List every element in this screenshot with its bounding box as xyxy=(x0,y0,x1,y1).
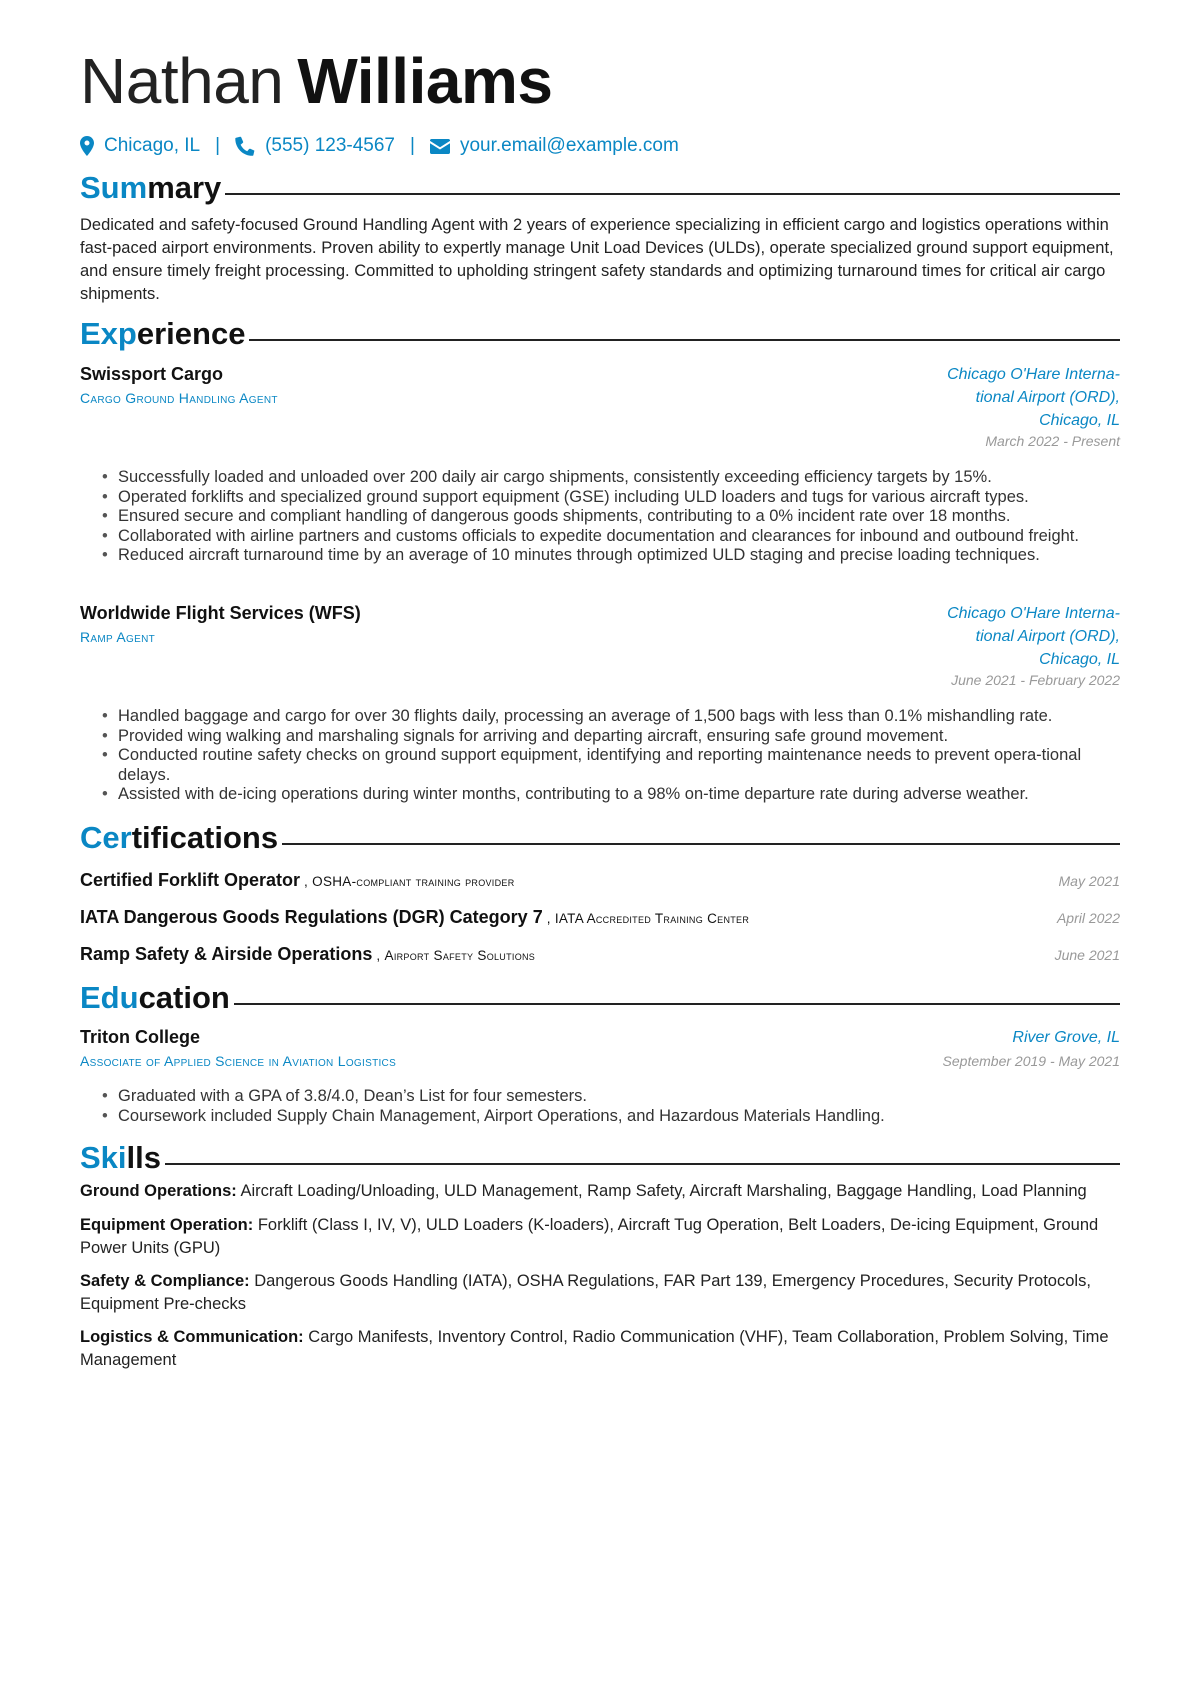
section-certifications-heading xyxy=(80,818,1120,858)
list-item: • Provided wing walking and marshaling signals for arriving and departing aircraft, ensuring safe ground movement. xyxy=(80,727,1120,747)
section-title: Summary xyxy=(80,170,222,205)
email-link: your.email@example.com xyxy=(459,135,679,156)
first-name: Nathan xyxy=(80,45,284,117)
job-dates: June 2021 - February 2022 xyxy=(951,672,1120,688)
contact-phone[interactable] xyxy=(235,135,395,157)
section-education-heading xyxy=(80,978,1120,1018)
skill-row xyxy=(80,1326,1120,1372)
job-title: Ramp Agent xyxy=(80,629,156,645)
section-rule xyxy=(249,339,1120,341)
skill-value: Cargo Manifests, Inventory Control, Radio Communication (VHF), Team Collaboration, Problem Solving, Time Management xyxy=(80,1328,1109,1369)
list-item: • Handled baggage and cargo for over 30 flights daily, processing an average of 1,500 bags with less than 0.1% mishandling rate. xyxy=(80,707,1120,727)
school-location: River Grove, IL xyxy=(1012,1029,1120,1046)
certification-date: June 2021 xyxy=(1054,947,1120,963)
contact-bar xyxy=(80,131,679,161)
section-title: Education xyxy=(80,980,230,1015)
job-title: Cargo Ground Handling Agent xyxy=(80,390,278,406)
contact-location xyxy=(80,135,200,157)
school-name: Triton College xyxy=(80,1027,201,1047)
last-name: Williams xyxy=(297,45,553,117)
skill-label: Safety & Compliance: xyxy=(80,1272,250,1290)
skill-value: Aircraft Loading/Unloading, ULD Management, Ramp Safety, Aircraft Marshaling, Baggage Handling, Load Planning xyxy=(240,1182,1087,1200)
section-experience-heading xyxy=(80,314,1120,354)
education-dates: September 2019 - May 2021 xyxy=(942,1053,1120,1069)
certification-name: IATA Dangerous Goods Regulations (DGR) Category 7 xyxy=(80,907,543,927)
job-location: Chicago O'Hare Interna- tional Airport (ORD), Chicago, IL xyxy=(947,605,1120,668)
list-item: • Ensured secure and compliant handling of dangerous goods shipments, contributing to a 0% incident rate over 18 months. xyxy=(80,507,1120,527)
section-summary-heading xyxy=(80,168,1120,208)
phone-text: (555) 123-4567 xyxy=(265,135,395,156)
job-bullets xyxy=(80,468,1120,566)
job-dates: March 2022 - Present xyxy=(985,433,1120,449)
skill-row xyxy=(80,1180,1120,1203)
location-text: Chicago, IL xyxy=(104,135,201,156)
job-company: Swissport Cargo xyxy=(80,364,224,384)
section-title: Skills xyxy=(80,1140,161,1175)
envelope-icon xyxy=(430,139,450,154)
job-company: Worldwide Flight Services (WFS) xyxy=(80,603,361,623)
certification-date: May 2021 xyxy=(1058,873,1120,889)
list-item: • Reduced aircraft turnaround time by an average of 10 minutes through optimized ULD staging and precise loading techniques. xyxy=(80,546,1120,566)
education-bullets xyxy=(80,1087,1120,1126)
certification-row: Ramp Safety & Airside Operations , Airport Safety Solutions June 2021 xyxy=(80,944,1120,964)
certification-row: Certified Forklift Operator , OSHA-compliant training provider May 2021 xyxy=(80,870,1120,890)
section-skills-heading xyxy=(80,1138,1120,1178)
list-item: • Operated forklifts and specialized ground support equipment (GSE) including ULD loaders and tugs for various aircraft types. xyxy=(80,488,1120,508)
skill-label: Logistics & Communication: xyxy=(80,1328,304,1346)
job-bullets xyxy=(80,707,1120,805)
list-item: • Conducted routine safety checks on ground support equipment, identifying and reporting maintenance needs to prevent opera-tional delays. xyxy=(80,746,1120,785)
certification-provider: IATA Accredited Training Center xyxy=(554,911,750,926)
contact-separator: | xyxy=(215,135,221,156)
section-rule xyxy=(165,1163,1120,1165)
list-item: • Successfully loaded and unloaded over 200 daily air cargo shipments, consistently exceeding efficiency targets by 15%. xyxy=(80,468,1120,488)
skill-label: Ground Operations: xyxy=(80,1182,237,1200)
section-title: Certifications xyxy=(80,820,279,855)
section-rule xyxy=(282,843,1120,845)
certification-date: April 2022 xyxy=(1056,910,1120,926)
skill-value: Dangerous Goods Handling (IATA), OSHA Regulations, FAR Part 139, Emergency Procedures, Security Protocols, Equipment Pre-checks xyxy=(80,1272,1091,1313)
section-rule xyxy=(234,1003,1120,1005)
degree: Associate of Applied Science in Aviation Logistics xyxy=(80,1053,397,1069)
certification-provider: OSHA-compliant training provider xyxy=(312,874,515,889)
certification-name: Ramp Safety & Airside Operations xyxy=(80,944,373,964)
list-item: • Coursework included Supply Chain Management, Airport Operations, and Hazardous Materials Handling. xyxy=(80,1107,1120,1127)
skill-row xyxy=(80,1270,1120,1316)
list-item: • Assisted with de-icing operations during winter months, contributing to a 98% on-time departure rate during adverse weather. xyxy=(80,785,1120,805)
skill-value: Forklift (Class I, IV, V), ULD Loaders (K-loaders), Aircraft Tug Operation, Belt Loaders, De-icing Equipment, Ground Power Units (GPU) xyxy=(80,1216,1099,1257)
contact-email[interactable] xyxy=(430,135,679,157)
list-item: • Graduated with a GPA of 3.8/4.0, Dean’s List for four semesters. xyxy=(80,1087,1120,1107)
skill-label: Equipment Operation: xyxy=(80,1216,254,1234)
certification-name: Certified Forklift Operator xyxy=(80,870,301,890)
map-pin-icon xyxy=(80,136,94,156)
candidate-name xyxy=(80,36,552,126)
summary-text: Dedicated and safety-focused Ground Handling Agent with 2 years of experience specializing in efficient cargo and logistics operations within fast-paced airport environments. Proven ability to expertly manage Unit Load Devices (ULDs), operate specialized ground support equipment, and ensure timely freight processing. Committed to upholding stringent safety standards and optimizing turnaround times for critical air cargo shipments. xyxy=(80,216,1114,303)
certification-provider: Airport Safety Solutions xyxy=(384,948,536,963)
list-item: • Collaborated with airline partners and customs officials to expedite documentation and clearances for inbound and outbound freight. xyxy=(80,527,1120,547)
skill-row xyxy=(80,1214,1120,1260)
job-location: Chicago O'Hare Interna- tional Airport (ORD), Chicago, IL xyxy=(947,366,1120,429)
certification-row: IATA Dangerous Goods Regulations (DGR) Category 7 , IATA Accredited Training Center April 2022 xyxy=(80,907,1120,927)
section-rule xyxy=(225,193,1120,195)
contact-separator: | xyxy=(410,135,415,156)
section-title: Experience xyxy=(80,316,246,351)
phone-icon xyxy=(235,136,255,156)
